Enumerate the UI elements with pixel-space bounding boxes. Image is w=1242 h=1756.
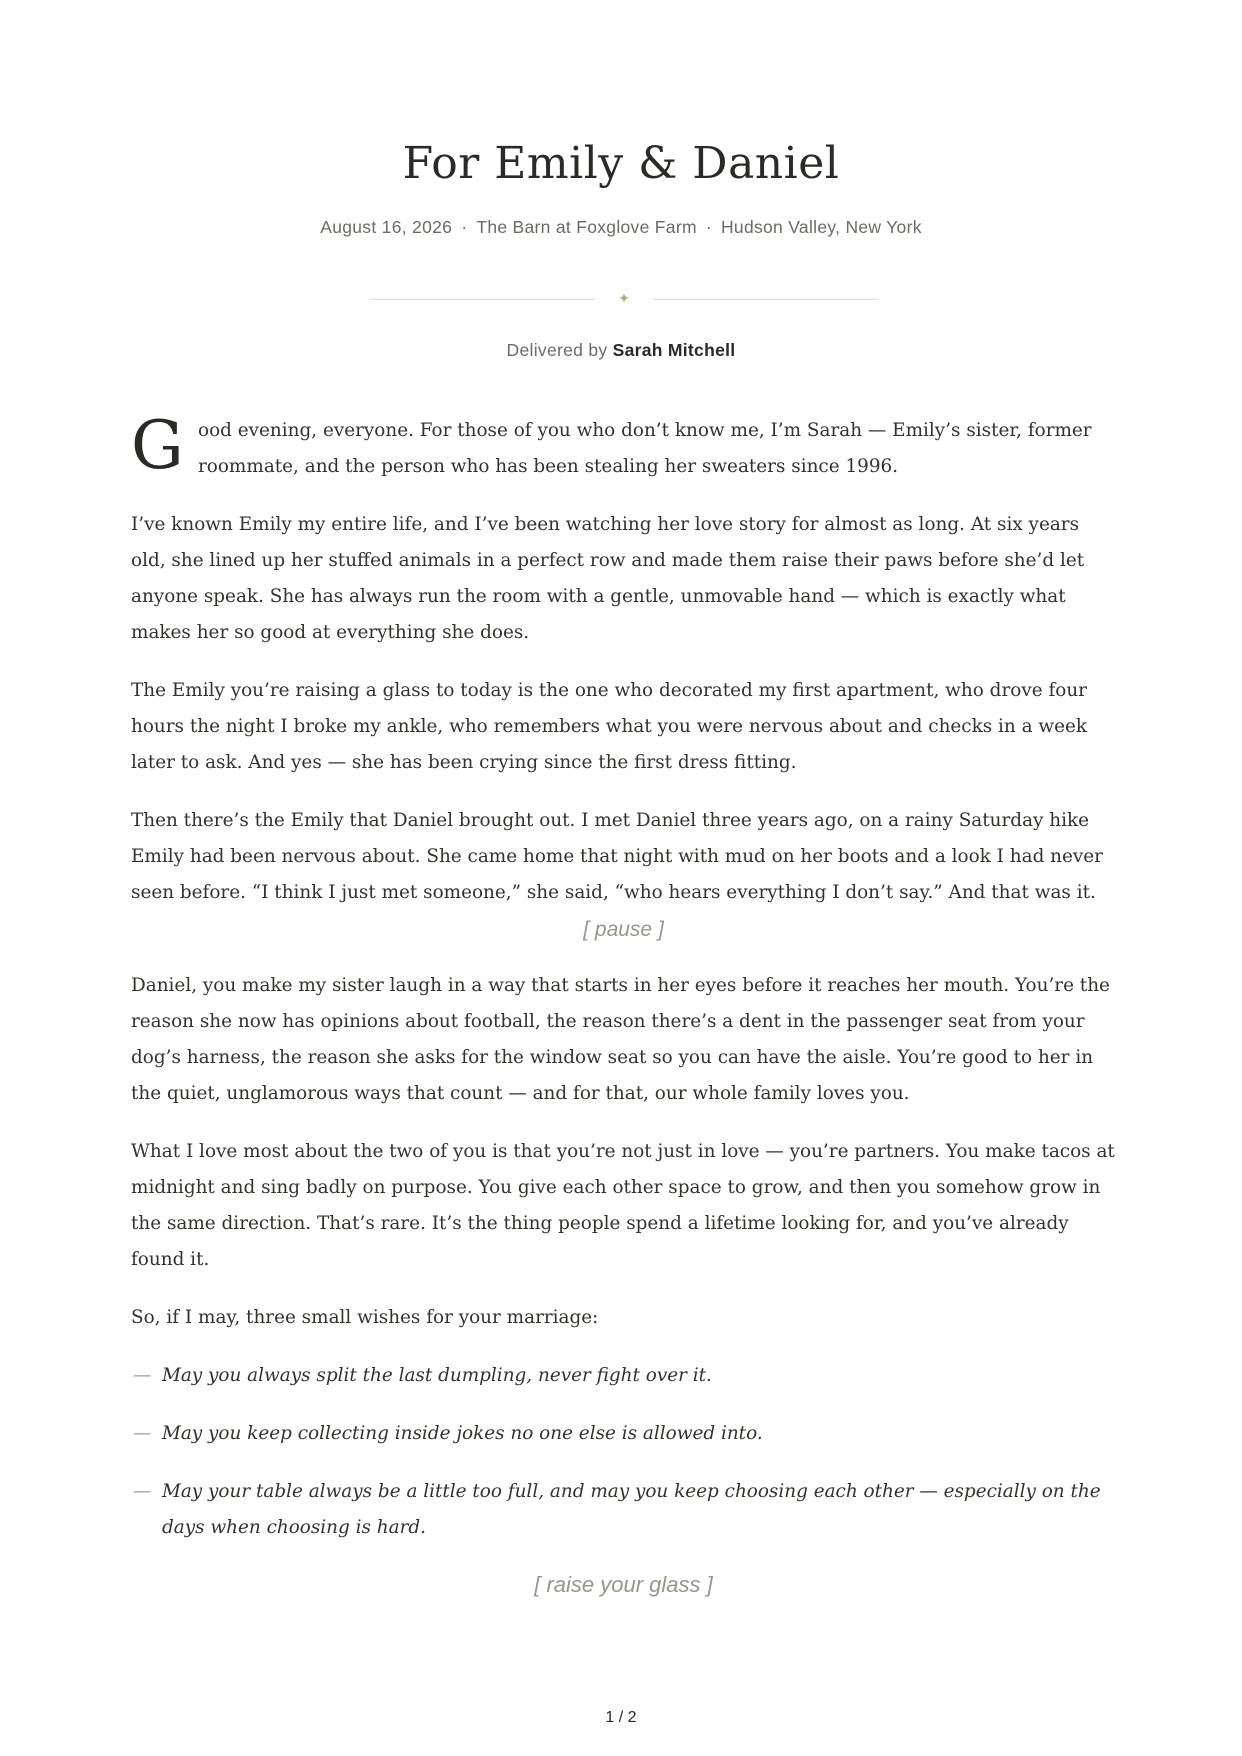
- speech-paragraph: What I love most about the two of you is that you’re not just in love — you’re partners. You make tacos at midnight and sing badly on purpose. You give each other space to grow, and then you somehow grow in the same direction. That’s rare. It’s the thing people spend a lifetime looking for, and you’ve already found it.: [131, 1141, 1115, 1270]
- speaker-byline: [0, 340, 1242, 361]
- wish-text: May you always split the last dumpling, never fight over it.: [162, 1365, 712, 1386]
- drop-cap: G: [131, 407, 184, 484]
- dash-icon: —: [133, 1365, 152, 1386]
- wish-text: May your table always be a little too full, and may you keep choosing each other — especially on the days when choosing is hard.: [162, 1481, 1101, 1538]
- wish-item: [131, 1416, 1116, 1452]
- speech-paragraph: Daniel, you make my sister laugh in a way that starts in her eyes before it reaches her mouth. You’re the reason she now has opinions about football, the reason there’s a dent in the passenger seat from your dog’s harness, the reason she asks for the window seat so you can have the aisle. You’re good to her in the quiet, unglamorous ways that count — and for that, our whole family loves you.: [131, 975, 1110, 1104]
- meta-separator: ·: [705, 217, 712, 237]
- ornamental-divider: [370, 288, 878, 310]
- speech-paragraph: So, if I may, three small wishes for your marriage:: [131, 1307, 599, 1328]
- event-date: August 16, 2026: [320, 217, 453, 237]
- byline-prefix: Delivered by: [506, 340, 608, 360]
- page-number: 1 / 2: [605, 1709, 637, 1726]
- intro-text: ood evening, everyone. For those of you who don’t know me, I’m Sarah — Emily’s sister, former roommate, and the person who has been stealing her sweaters since 1996.: [198, 420, 1092, 477]
- intro-paragraph: [131, 407, 1116, 485]
- divider-line-left: [370, 299, 595, 300]
- speech-body: [131, 407, 1116, 1600]
- sparkle-icon: ✦: [618, 291, 630, 307]
- dash-icon: —: [133, 1481, 152, 1502]
- wishes-list: [131, 1358, 1116, 1546]
- wish-item: [131, 1474, 1116, 1546]
- stage-cue-pause: [ pause ]: [583, 918, 664, 941]
- speech-paragraph: I’ve known Emily my entire life, and I’ve been watching her love story for almost as long. At six years old, she lined up her stuffed animals in a perfect row and made them raise their paws before she’d let anyone speak. She has always run the room with a gentle, unmovable hand — which is exactly what makes her so good at everything she does.: [131, 514, 1085, 643]
- wish-item: [131, 1358, 1116, 1394]
- event-location: Hudson Valley, New York: [720, 217, 922, 237]
- speaker-name: Sarah Mitchell: [612, 340, 736, 360]
- speech-paragraph: The Emily you’re raising a glass to today is the one who decorated my first apartment, who drove four hours the night I broke my ankle, who remembers what you were nervous about and checks in a week later to ask. And yes — she has been crying since the first dress fitting.: [131, 680, 1088, 773]
- wish-text: May you keep collecting inside jokes no one else is allowed into.: [162, 1423, 763, 1444]
- event-details: [0, 217, 1242, 238]
- divider-line-right: [653, 299, 878, 300]
- speech-paragraph: Then there’s the Emily that Daniel brought out. I met Daniel three years ago, on a rainy Saturday hike Emily had been nervous about. She came home that night with mud on her boots and a look I had never seen before. “I think I just met someone,” she said, “who hears everything I don’t say.” And that was it.: [131, 810, 1103, 903]
- event-venue: The Barn at Foxglove Farm: [476, 217, 697, 237]
- dash-icon: —: [133, 1423, 152, 1444]
- document-title: For Emily & Daniel: [402, 138, 840, 189]
- meta-separator: ·: [461, 217, 468, 237]
- stage-cue-raise-glass: [ raise your glass ]: [534, 1572, 713, 1597]
